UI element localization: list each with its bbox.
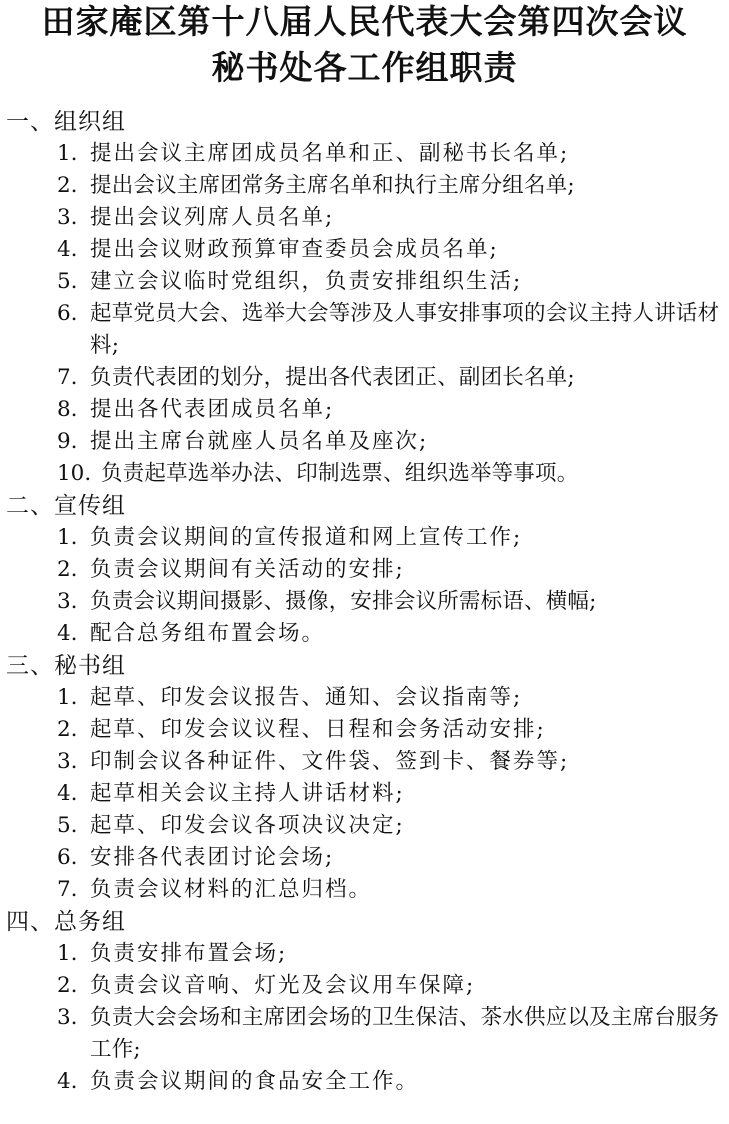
item-number: 6. bbox=[57, 845, 78, 870]
item-text: 负责会议音响、灯光及会议用车保障; bbox=[90, 973, 476, 998]
item-number: 1. bbox=[57, 141, 78, 166]
item-number: 1. bbox=[57, 525, 78, 550]
list-item bbox=[6, 1066, 722, 1098]
list-item bbox=[6, 554, 722, 586]
item-text: 提出主席台就座人员名单及座次; bbox=[90, 429, 429, 454]
list-item bbox=[6, 970, 722, 1002]
list-item bbox=[6, 170, 722, 202]
item-number: 7. bbox=[57, 365, 78, 390]
item-text: 提出会议主席团成员名单和正、副秘书长名单; bbox=[90, 141, 570, 166]
item-text: 起草、印发会议各项决议决定; bbox=[90, 813, 405, 838]
document-title-line-2: 秘书处各工作组职责 bbox=[211, 48, 518, 87]
list-item bbox=[6, 298, 722, 362]
item-number: 4. bbox=[57, 621, 78, 646]
item-text: 配合总务组布置会场。 bbox=[90, 621, 326, 646]
item-text: 负责大会会场和主席团会场的卫生保洁、茶水供应以及主席台服务工作; bbox=[90, 1005, 720, 1062]
item-number: 5. bbox=[57, 269, 78, 294]
item-text: 提出会议列席人员名单; bbox=[90, 205, 335, 230]
item-text: 负责会议期间的宣传报道和网上宣传工作; bbox=[90, 525, 523, 550]
list-item bbox=[6, 842, 722, 874]
item-number: 1. bbox=[57, 685, 78, 710]
item-text: 负责会议期间摄影、摄像，安排会议所需标语、横幅; bbox=[90, 589, 597, 614]
list-item bbox=[6, 138, 722, 170]
item-text: 安排各代表团讨论会场; bbox=[90, 845, 335, 870]
item-number: 10. bbox=[57, 461, 92, 486]
list-item bbox=[6, 362, 722, 394]
section-heading-organization: 一、组织组 bbox=[6, 109, 126, 135]
list-item bbox=[6, 202, 722, 234]
item-number: 3. bbox=[57, 749, 78, 774]
item-number: 9. bbox=[57, 429, 78, 454]
list-item bbox=[6, 1002, 722, 1066]
list-item bbox=[6, 746, 722, 778]
item-text: 印制会议各种证件、文件袋、签到卡、餐券等; bbox=[90, 749, 570, 774]
item-number: 4. bbox=[57, 237, 78, 262]
item-text: 起草党员大会、选举大会等涉及人事安排事项的会议主持人讲话材料; bbox=[90, 301, 720, 358]
item-text: 建立会议临时党组织，负责安排组织生活; bbox=[90, 269, 523, 294]
document-body bbox=[6, 106, 722, 1098]
document-title-line-1: 田家庵区第十八届人民代表大会第四次会议 bbox=[41, 2, 688, 41]
section-heading-general-affairs: 四、总务组 bbox=[6, 909, 126, 935]
item-text: 负责起草选举办法、印制选票、组织选举等事项。 bbox=[101, 461, 579, 486]
item-text: 提出各代表团成员名单; bbox=[90, 397, 335, 422]
item-number: 2. bbox=[57, 557, 78, 582]
list-item bbox=[6, 810, 722, 842]
list-item bbox=[6, 682, 722, 714]
list-item bbox=[6, 874, 722, 906]
item-text: 负责会议期间的食品安全工作。 bbox=[90, 1069, 420, 1094]
item-text: 负责会议期间有关活动的安排; bbox=[90, 557, 405, 582]
list-item bbox=[6, 586, 722, 618]
item-text: 负责安排布置会场; bbox=[90, 941, 288, 966]
list-item bbox=[6, 938, 722, 970]
item-number: 7. bbox=[57, 877, 78, 902]
item-number: 8. bbox=[57, 397, 78, 422]
item-number: 4. bbox=[57, 1069, 78, 1094]
item-text: 负责会议材料的汇总归档。 bbox=[90, 877, 373, 902]
list-item bbox=[6, 458, 722, 490]
item-text: 提出会议财政预算审查委员会成员名单; bbox=[90, 237, 499, 262]
list-item bbox=[6, 394, 722, 426]
item-number: 1. bbox=[57, 941, 78, 966]
list-item bbox=[6, 714, 722, 746]
item-number: 3. bbox=[57, 205, 78, 230]
item-text: 起草、印发会议报告、通知、会议指南等; bbox=[90, 685, 523, 710]
list-item bbox=[6, 234, 722, 266]
section-heading-secretariat: 三、秘书组 bbox=[6, 653, 126, 679]
item-text: 提出会议主席团常务主席名单和执行主席分组名单; bbox=[90, 173, 575, 198]
item-text: 起草相关会议主持人讲话材料; bbox=[90, 781, 405, 806]
item-number: 3. bbox=[57, 1005, 78, 1030]
item-text: 起草、印发会议议程、日程和会务活动安排; bbox=[90, 717, 546, 742]
item-number: 5. bbox=[57, 813, 78, 838]
item-number: 2. bbox=[57, 973, 78, 998]
list-item bbox=[6, 522, 722, 554]
item-number: 6. bbox=[57, 301, 78, 326]
item-number: 2. bbox=[57, 173, 78, 198]
item-number: 3. bbox=[57, 589, 78, 614]
list-item bbox=[6, 426, 722, 458]
item-number: 4. bbox=[57, 781, 78, 806]
list-item bbox=[6, 266, 722, 298]
list-item bbox=[6, 778, 722, 810]
item-text: 负责代表团的划分，提出各代表团正、副团长名单; bbox=[90, 365, 575, 390]
list-item bbox=[6, 618, 722, 650]
item-number: 2. bbox=[57, 717, 78, 742]
section-heading-publicity: 二、宣传组 bbox=[6, 493, 126, 519]
